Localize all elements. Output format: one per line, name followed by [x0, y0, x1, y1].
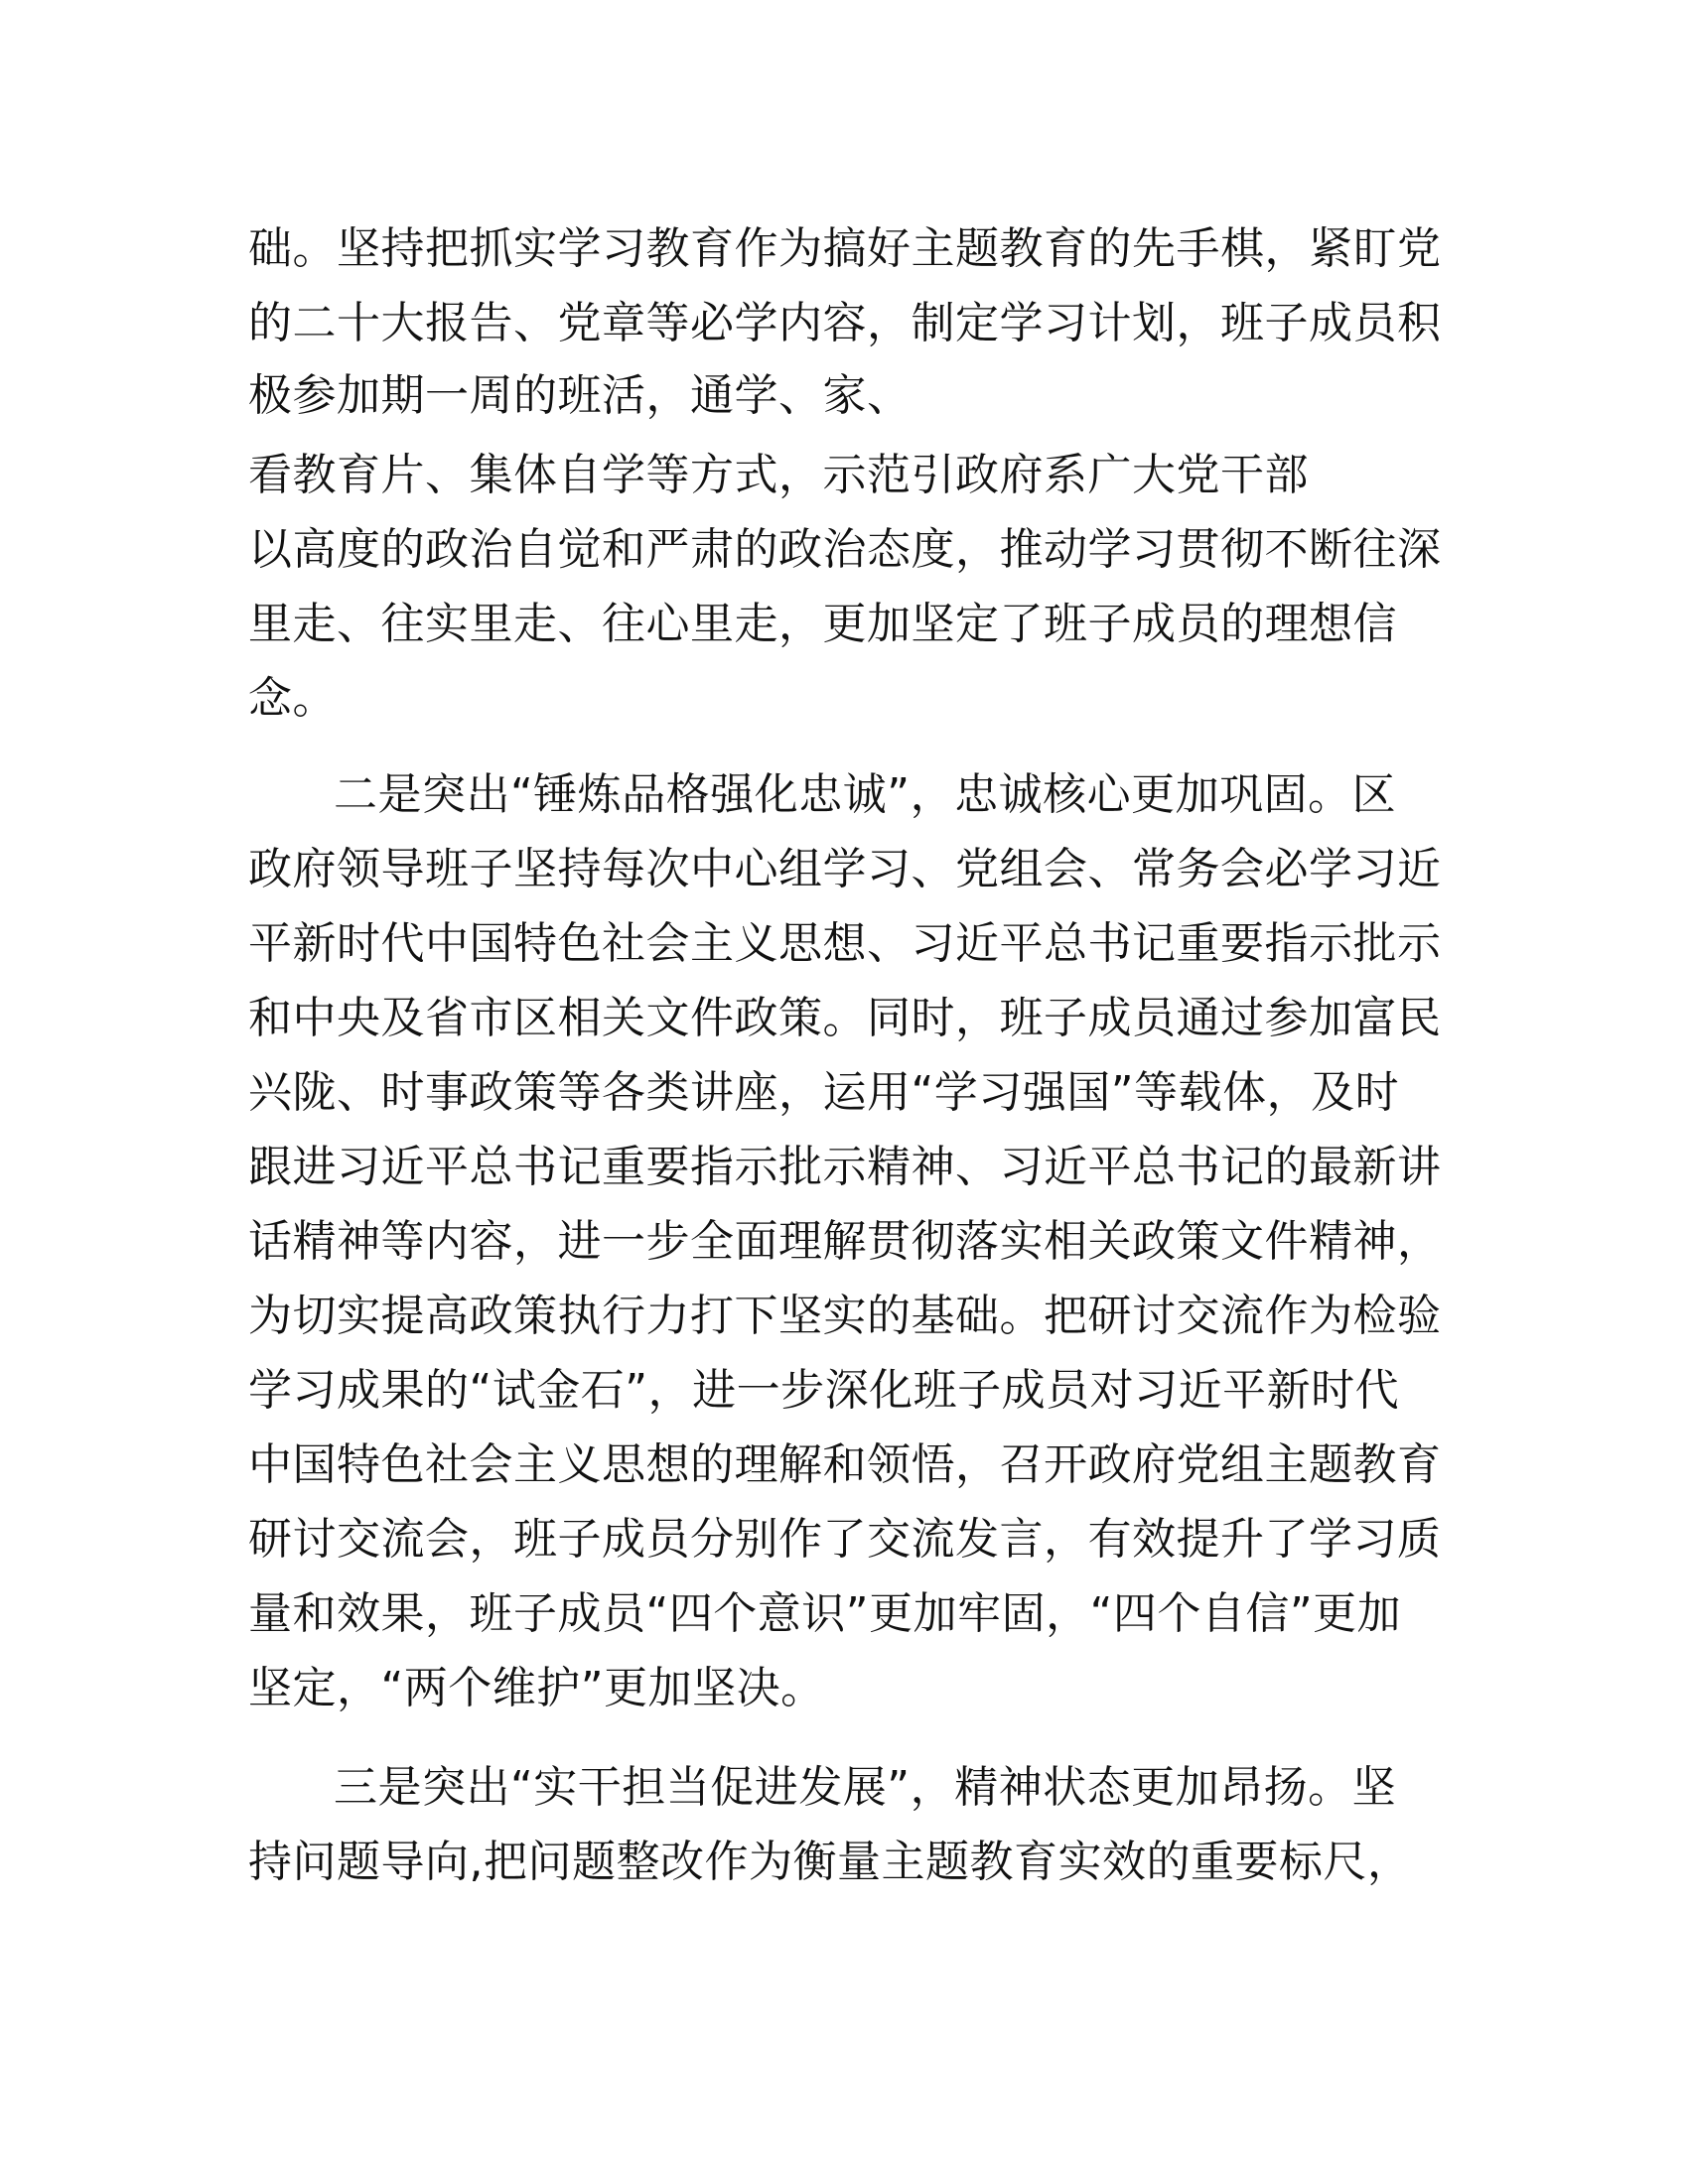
text-line-1: 础。坚持把抓实学习教育作为搞好主题教育的先手棋，紧盯党 — [248, 223, 1442, 274]
text-line-17: 中国特色社会主义思想的理解和领悟，召开政府党组主题教育 — [248, 1439, 1442, 1490]
text-line-9: 政府领导班子坚持每次中心组学习、党组会、常务会必学习近 — [248, 844, 1442, 894]
text-line-15: 为切实提高政策执行力打下坚实的基础。把研讨交流作为检验 — [248, 1291, 1442, 1341]
text-line-22: 持问题导向,把问题整改作为衡量主题教育实效的重要标尺， — [248, 1837, 1412, 1887]
text-line-8: 二是突出“锤炼品格强化忠诚”，忠诚核心更加巩固。区 — [334, 769, 1397, 820]
text-line-10: 平新时代中国特色社会主义思想、习近平总书记重要指示批示 — [248, 918, 1442, 969]
text-line-11: 和中央及省市区相关文件政策。同时，班子成员通过参加富民 — [248, 993, 1442, 1043]
text-line-18: 研讨交流会，班子成员分别作了交流发言，有效提升了学习质 — [248, 1514, 1442, 1565]
text-line-12: 兴陇、时事政策等各类讲座，运用“学习强国”等载体，及时 — [248, 1067, 1400, 1118]
text-line-7: 念。 — [248, 673, 337, 724]
text-line-21: 三是突出“实干担当促进发展”，精神状态更加昂扬。坚 — [334, 1762, 1397, 1813]
text-line-14: 话精神等内容，进一步全面理解贯彻落实相关政策文件精神， — [248, 1216, 1442, 1267]
text-line-5: 以高度的政治自觉和严肃的政治态度，推动学习贯彻不断往深 — [248, 524, 1442, 575]
text-line-4: 看教育片、集体自学等方式，示范引政府系广大党干部 — [248, 450, 1309, 500]
text-line-3: 极参加期一周的班活，通学、家、 — [248, 370, 912, 421]
text-line-13: 跟进习近平总书记重要指示批示精神、习近平总书记的最新讲 — [248, 1142, 1442, 1192]
text-line-6: 里走、往实里走、往心里走，更加坚定了班子成员的理想信 — [248, 599, 1397, 649]
text-line-20: 坚定，“两个维护”更加坚决。 — [248, 1663, 825, 1713]
text-line-19: 量和效果，班子成员“四个意识”更加牢固，“四个自信”更加 — [248, 1588, 1402, 1639]
text-line-16: 学习成果的“试金石”，进一步深化班子成员对习近平新时代 — [248, 1365, 1400, 1416]
text-line-2: 的二十大报告、党章等必学内容，制定学习计划，班子成员积 — [248, 298, 1442, 348]
